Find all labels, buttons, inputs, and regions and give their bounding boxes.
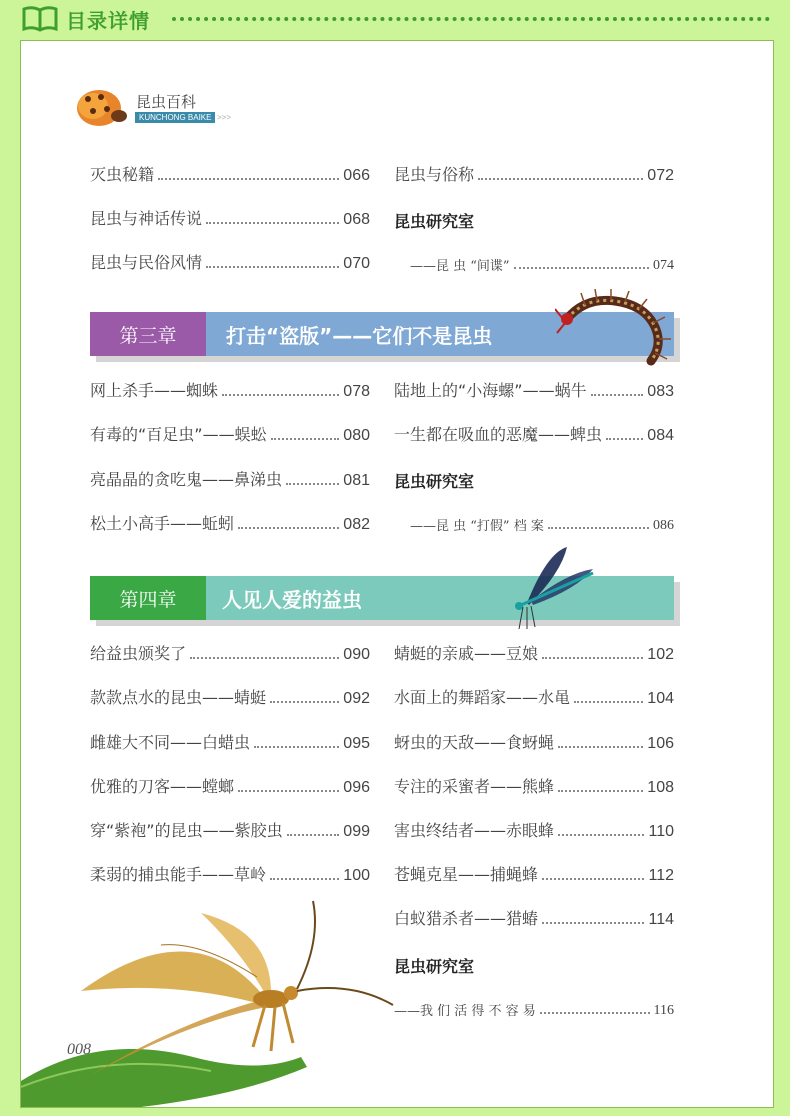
toc-entry[interactable]: 柔弱的捕虫能手——草岭 100 [90,865,370,884]
book-icon [22,6,58,32]
toc-entry[interactable]: 蚜虫的天敌——食蚜蝇 106 [394,733,674,752]
toc-entry[interactable]: ——昆 虫 “间谍” 074 [410,258,674,274]
toc-entry[interactable]: 白蚁猎杀者——猎蝽 114 [394,909,674,928]
header-dots-divider [172,17,770,25]
chapter-4-number: 第四章 [90,576,206,620]
leaf-icon [21,1049,307,1107]
chapter-3-title: 打击“盗版”——它们不是昆虫 [226,323,493,348]
toc-entry[interactable]: 陆地上的“小海螺”——蜗牛 083 [394,381,674,400]
page-number: 008 [67,1041,91,1058]
toc-entry[interactable]: 优雅的刀客——螳螂 096 [90,777,370,796]
toc-entry[interactable]: 水面上的舞蹈家——水黾 104 [394,688,674,707]
header-title: 目录详情 [66,9,150,33]
toc-entry[interactable]: 灭虫秘籍 066 [90,165,370,184]
toc-entry[interactable]: 昆虫与民俗风情 070 [90,253,370,272]
toc-entry[interactable]: 亮晶晶的贪吃鬼——鼻涕虫 081 [90,470,370,489]
toc-page [20,40,774,1108]
chapter-3-number: 第三章 [90,312,206,356]
lab-section-title: 昆虫研究室 [394,212,475,231]
header-bar [0,0,790,38]
toc-entry[interactable]: 有毒的“百足虫”——蜈蚣 080 [90,425,370,444]
toc-entry[interactable]: 网上杀手——蜘蛛 078 [90,381,370,400]
toc-entry[interactable]: 害虫终结者——赤眼蜂 110 [394,821,674,840]
toc-entry[interactable]: 苍蝇克星——捕蝇蜂 112 [394,865,674,884]
toc-entry[interactable]: 一生都在吸血的恶魔——蜱虫 084 [394,425,674,444]
lacewing-icon [21,881,401,1107]
chapter-4-title: 人见人爱的益虫 [222,587,362,612]
lab-section-title: 昆虫研究室 [394,472,475,491]
toc-entry[interactable]: 昆虫与神话传说 068 [90,209,370,228]
toc-entry[interactable]: ——昆 虫 “打假” 档 案 086 [410,518,674,534]
ladybug-icon [73,81,133,131]
lab-section-title: 昆虫研究室 [394,957,475,976]
damselfly-icon [497,543,597,633]
logo-title: 昆虫百科 [136,93,197,111]
toc-entry[interactable]: 款款点水的昆虫——蜻蜓 092 [90,688,370,707]
toc-entry[interactable]: 昆虫与俗称 072 [394,165,674,184]
toc-entry[interactable]: 穿“紫袍”的昆虫——紫胶虫 099 [90,821,370,840]
toc-entry[interactable]: ——我 们 活 得 不 容 易 116 [394,1003,674,1019]
logo-subtitle: KUNCHONG BAIKE [135,112,215,123]
toc-entry[interactable]: 蜻蜓的亲戚——豆娘 102 [394,644,674,663]
toc-entry[interactable]: 给益虫颁奖了 090 [90,644,370,663]
logo-arrows: >>> [217,113,232,122]
toc-entry[interactable]: 专注的采蜜者——熊蜂 108 [394,777,674,796]
toc-entry[interactable]: 松土小高手——蚯蚓 082 [90,514,370,533]
toc-entry[interactable]: 雌雄大不同——白蜡虫 095 [90,733,370,752]
centipede-icon [555,289,675,369]
